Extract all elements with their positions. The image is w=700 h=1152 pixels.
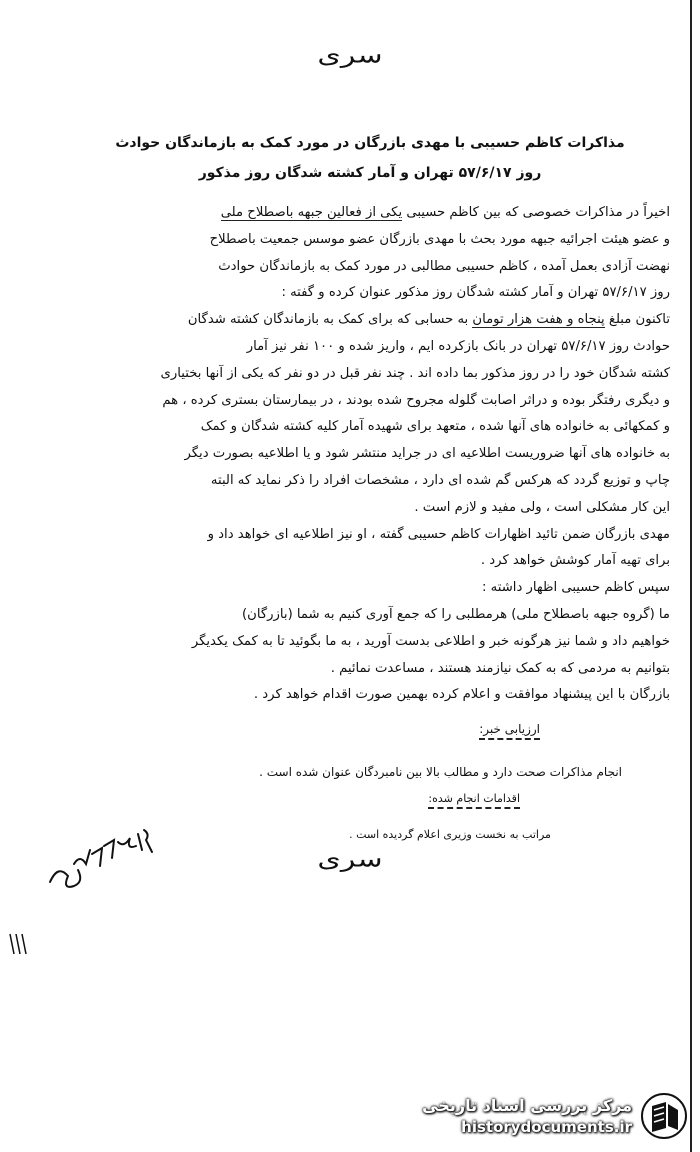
body-paragraph [58, 307, 670, 521]
body-line: چاپ و توزیع گردد که هرکس گم شده ای دارد ، مشخصات افراد را ذکر نماید که البته [210, 472, 670, 488]
title-line: مذاکرات کاظم حسیبی با مهدی بازرگان در مورد کمک به بازماندگان حوادث [115, 135, 625, 151]
body-line: و عضو هیئت اجرائیه جبهه مورد بحث با مهدی بازرگان عضو موسس جمعیت باصطلاح [209, 231, 670, 247]
underlined-phrase: پنجاه و هفت هزار تومان [472, 312, 605, 328]
body-paragraph [58, 200, 670, 307]
body-line: حوادث روز ۵۷/۶/۱۷ تهران در بانک بازکرده ایم ، واریز شده و ۱۰۰ نفر نیز آمار [246, 338, 670, 354]
body-paragraph [58, 602, 670, 682]
document-body [58, 200, 670, 709]
body-line: خواهیم داد و شما نیز هرگونه خبر و اطلاعی بدست آورید ، به ما بگوئید تا به کمک یکدیگر [191, 633, 670, 649]
scan-edge-line [690, 0, 692, 1152]
body-line: و کمکهائی به خانواده های آنها شده ، متعهد برای شهیده آمار کلیه کشته شدگان و کمک [200, 419, 670, 435]
routing-note: مراتب به نخست وزیری اعلام گردیده است . [349, 828, 551, 841]
body-line: به خانواده های آنها ضروریست اطلاعیه ای در جراید منتشر شود و یا اطلاعیه بصورت دیگر [184, 446, 670, 462]
margin-tick-marks [6, 930, 28, 958]
body-line: تاکنون مبلغ پنجاه و هفت هزار تومان به حسابی که برای کمک به بازماندگان کشته شدگان [187, 312, 670, 328]
archive-name: مرکز بررسی اسناد تاریخی [422, 1096, 632, 1115]
classification-footer: سری [317, 846, 383, 873]
evaluation-heading: ارزیابی خبر: [479, 722, 540, 740]
body-line: مهدی بازرگان ضمن تائید اظهارات کاظم حسیبی گفته ، او نیز اطلاعیه ای خواهد داد و [207, 526, 670, 542]
handwritten-archive-number [40, 820, 160, 900]
body-paragraph [58, 575, 670, 602]
archive-website: historydocuments.ir [461, 1118, 632, 1136]
body-line: ما (گروه جبهه باصطلاح ملی) هرمطلبی را که جمع آوری کنیم به شما (بازرگان) [242, 606, 670, 622]
body-line: سپس کاظم حسیبی اظهار داشته : [482, 580, 670, 596]
underlined-phrase: یکی از فعالین جبهه باصطلاح ملی [220, 205, 403, 220]
body-line: اخیراً در مذاکرات خصوصی که بین کاظم حسیبی یکی از فعالین جبهه باصطلاح ملی [220, 205, 670, 220]
body-line: نهضت آزادی بعمل آمده ، کاظم حسیبی مطالبی در مورد کمک به بازماندگان حوادث [218, 258, 670, 274]
body-line: کشته شدگان خود را در روز مذکور بما داده اند . چند نفر قبل در دو نفر که یکی از آنها بختیاری [160, 365, 670, 381]
actions-heading: اقدامات انجام شده: [428, 792, 520, 809]
archive-logo-icon [640, 1092, 688, 1140]
title-line: روز ۵۷/۶/۱۷ تهران و آمار کشته شدگان روز مذکور [198, 165, 542, 181]
classification-header: سری [317, 42, 383, 69]
body-line: برای تهیه آمار کوشش خواهد کرد . [480, 553, 670, 569]
evaluation-text: انجام مذاکرات صحت دارد و مطالب بالا بین نامبردگان عنوان شده است . [259, 765, 622, 779]
archive-watermark [398, 1090, 688, 1146]
body-paragraph [58, 682, 670, 709]
document-title [110, 128, 630, 188]
body-paragraph [58, 522, 670, 576]
body-line: بتوانیم به مردمی که به کمک نیازمند هستند ، مساعدت نمائیم . [330, 660, 670, 676]
body-line: روز ۵۷/۶/۱۷ تهران و آمار کشته شدگان روز مذکور عنوان کرده و گفته : [281, 285, 670, 301]
body-line: این کار مشکلی است ، ولی مفید و لازم است . [414, 499, 670, 515]
body-line: بازرگان با این پیشنهاد موافقت و اعلام کرده بهمین صورت اقدام خواهد کرد . [253, 687, 670, 703]
body-line: و دیگری رفتگر بوده و دراثر اصابت گلوله مجروح شده بودند ، در بیمارستان بستری کرده ، هم [162, 392, 670, 408]
